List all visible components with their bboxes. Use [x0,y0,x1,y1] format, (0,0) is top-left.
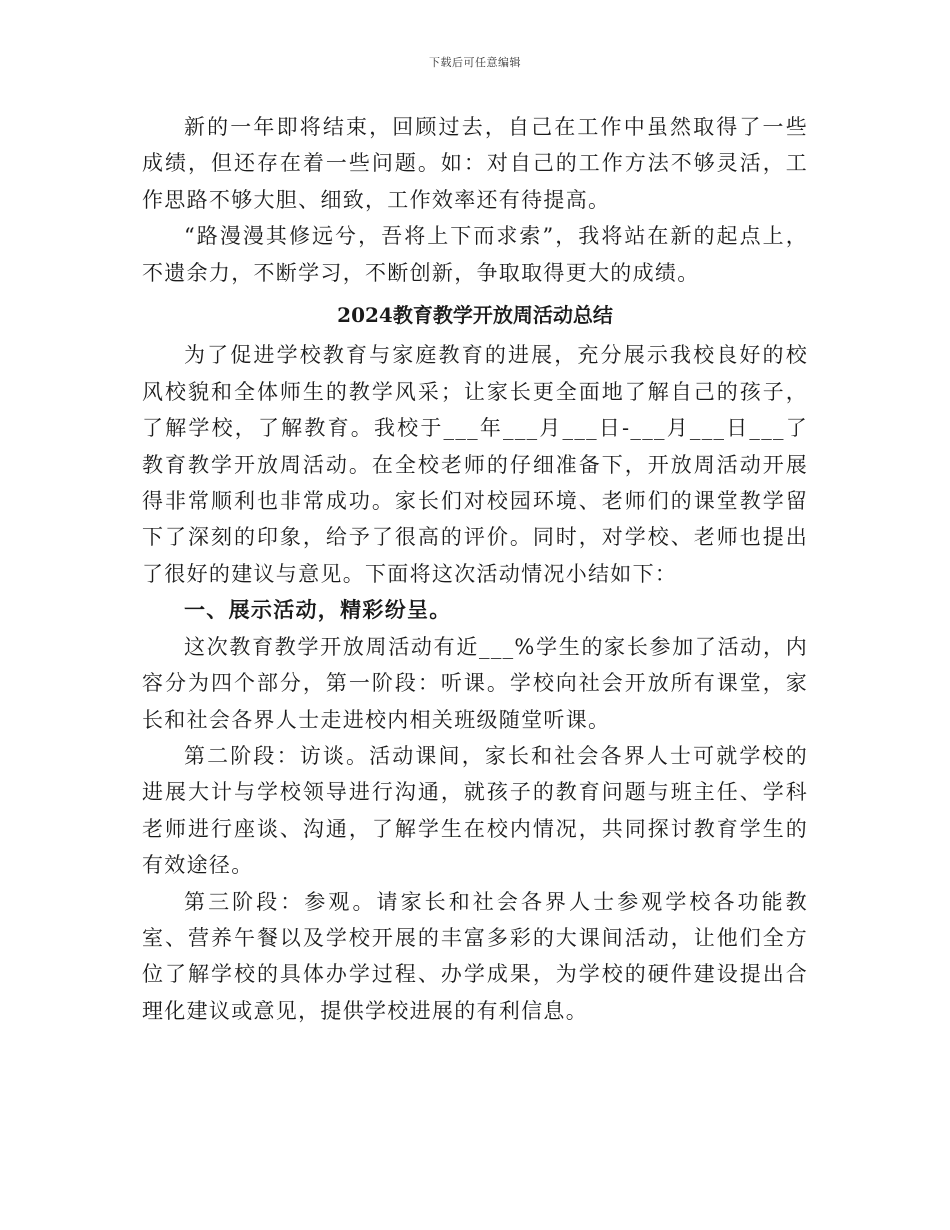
document-title: 2024教育教学开放周活动总结 [337,303,613,328]
document-body [142,109,808,1029]
section-1-paragraph-3: 第三阶段：参观。请家长和社会各界人士参观学校各功能教室、营养午餐以及学校开展的丰富多彩的大课间活动，让他们全方位了解学校的具体办学过程、办学成果，为学校的硬件建设提出合理化建议或意见，提供学校进展的有利信息。 [142,889,808,1023]
body-paragraph-1: 为了促进学校教育与家庭教育的进展，充分展示我校良好的校风校貌和全体师生的教学风采；让家长更全面地了解自己的孩子，了解学校，了解教育。我校于___年___月___日-___月___日___了教育教学开放周活动。在全校老师的仔细准备下，开放周活动开展得非常顺利也非常成功。家长们对校园环境、老师们的课堂教学留下了深刻的印象，给予了很高的评价。同时，对学校、老师也提出了很好的建议与意见。下面将这次活动情况小结如下： [142,343,808,586]
section-1-paragraph-1: 这次教育教学开放周活动有近___%学生的家长参加了活动，内容分为四个部分，第一阶段：听课。学校向社会开放所有课堂，家长和社会各界人士走进校内相关班级随堂听课。 [142,634,808,732]
page-header-note: 下载后可任意编辑 [429,56,521,69]
intro-paragraph-2: “路漫漫其修远兮，吾将上下而求索”，我将站在新的起点上，不遗余力，不断学习，不断创新，争取取得更大的成绩。 [142,224,808,285]
intro-paragraph-1: 新的一年即将结束，回顾过去，自己在工作中虽然取得了一些成绩，但还存在着一些问题。如：对自己的工作方法不够灵活，工作思路不够大胆、细致，工作效率还有待提高。 [142,115,808,212]
section-1-paragraph-2: 第二阶段：访谈。活动课间，家长和社会各界人士可就学校的进展大计与学校领导进行沟通，就孩子的教育问题与班主任、学科老师进行座谈、沟通，了解学生在校内情况，共同探讨教育学生的有效途径。 [142,743,808,878]
section-1-heading: 一、展示活动，精彩纷呈。 [184,597,452,623]
